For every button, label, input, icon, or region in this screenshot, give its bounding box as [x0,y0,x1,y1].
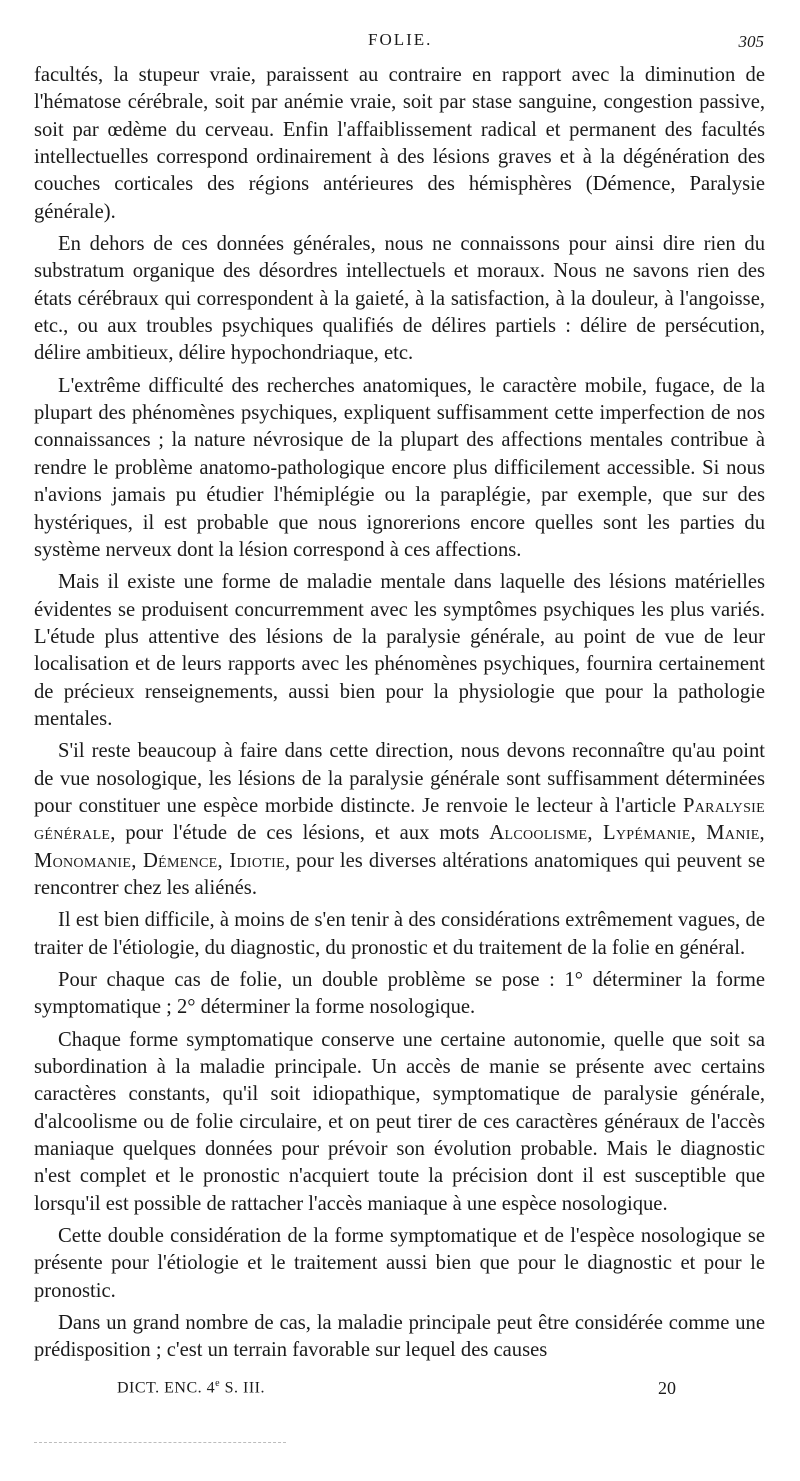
signature-text: S. III. [220,1379,265,1397]
page-footer [0,1378,800,1408]
paragraph: Chaque forme symptomatique conserve une certaine autonomie, quelle que soit sa subordination à la maladie principale. Un accès de manie se présente avec certains caractères constants, qu'il soit idiopathique, symptomatique de paralysie générale, d'alcoolisme ou de folie circulaire, et on peut tirer de ces caractères généraux de l'accès maniaque quelques données pour prévoir son évolution probable. Mais le diagnostic n'est complet et le pronostic n'acquiert toute la précision dont il est susceptible que lorsqu'il est possible de rattacher l'accès maniaque à une espèce nosologique. [34,1028,765,1215]
sheet-number: 20 [658,1378,676,1398]
text-run: S'il reste beaucoup à faire dans cette direction, nous devons reconnaître qu'au point de vue nosologique, les lésions de la paralysie générale sont suffisamment déterminées pour constituer une espèce morbide distincte. Je renvoie le lecteur à l'article [34,740,765,817]
paragraph: Il est bien difficile, à moins de s'en tenir à des considérations extrêmement vagues, de traiter de l'étiologie, du diagnostic, du pronostic et du traitement de la folie en général. [34,909,765,959]
paragraph: Mais il existe une forme de maladie mentale dans laquelle des lésions matérielles évidentes se produisent concurremment avec les symptômes psychiques les plus variés. L'étude plus attentive des lésions de la paralysie générale, au point de vue de leur localisation et de leurs rapports avec les phénomènes psychiques, fournira certainement de précieux renseignements, aussi bien pour la physiologie que pour la pathologie mentales. [34,571,765,730]
paragraph: Pour chaque cas de folie, un double problème se pose : 1° déterminer la forme symptomatique ; 2° déterminer la forme nosologique. [34,969,765,1019]
page-number: 305 [738,32,764,51]
paragraph [34,738,765,902]
cross-reference: Paralysie générale [34,794,765,845]
text-run: , pour l'étude de ces lésions, et aux mots [110,822,490,845]
running-title: FOLIE. [368,30,433,49]
dotted-rule [34,1442,286,1443]
signature-text: DICT. ENC. 4 [117,1379,216,1397]
main-text [34,62,765,1370]
paragraph: Cette double considération de la forme symptomatique et de l'espèce nosologique se présente pour l'étiologie et le traitement aussi bien que pour le diagnostic et pour le pronostic. [34,1225,765,1302]
running-header [0,26,800,56]
paragraph: En dehors de ces données générales, nous ne connaissons pour ainsi dire rien du substratum organique des désordres intellectuels et moraux. Nous ne savons rien des états cérébraux qui correspondent à la gaieté, à la satisfaction, à la douleur, à l'angoisse, etc., ou aux troubles psychiques qualifiés de délires partiels : délire de persécution, délire ambitieux, délire hypochondriaque, etc. [34,233,765,365]
signature-superscript: e [215,1378,221,1389]
text-run: , pour les diverses altérations anatomiques qui peuvent se rencontrer chez les aliénés. [34,849,765,899]
cross-reference: Alcoolisme, Lypémanie, Manie, Monomanie, Démence, Idiotie [34,822,765,872]
paragraph: Dans un grand nombre de cas, la maladie principale peut être considérée comme une prédisposition ; c'est un terrain favorable sur lequel des causes [34,1312,765,1362]
paragraph: L'extrême difficulté des recherches anatomiques, le caractère mobile, fugace, de la plupart des phénomènes psychiques, expliquent suffisamment cette imperfection de nos connaissances ; la nature névrosique de la plupart des affections mentales contribue à rendre le problème anatomo-pathologique encore plus difficilement accessible. Si nous n'avions jamais pu étudier l'hémiplégie ou la paraplégie, par exemple, que sur des hystériques, il est probable que nous ignorerions encore quelles sont les parties du système nerveux dont la lésion correspond à ces affections. [34,374,765,561]
paragraph: facultés, la stupeur vraie, paraissent au contraire en rapport avec la diminution de l'hématose cérébrale, soit par anémie vraie, soit par stase sanguine, congestion passive, soit par œdème du cerveau. Enfin l'affaiblissement radical et permanent des facultés intellectuelles correspond ordinairement à des lésions graves et à la dégénération des couches corticales des régions antérieures des hémisphères (Démence, Paralysie générale). [34,64,765,223]
signature-mark [117,1378,265,1397]
